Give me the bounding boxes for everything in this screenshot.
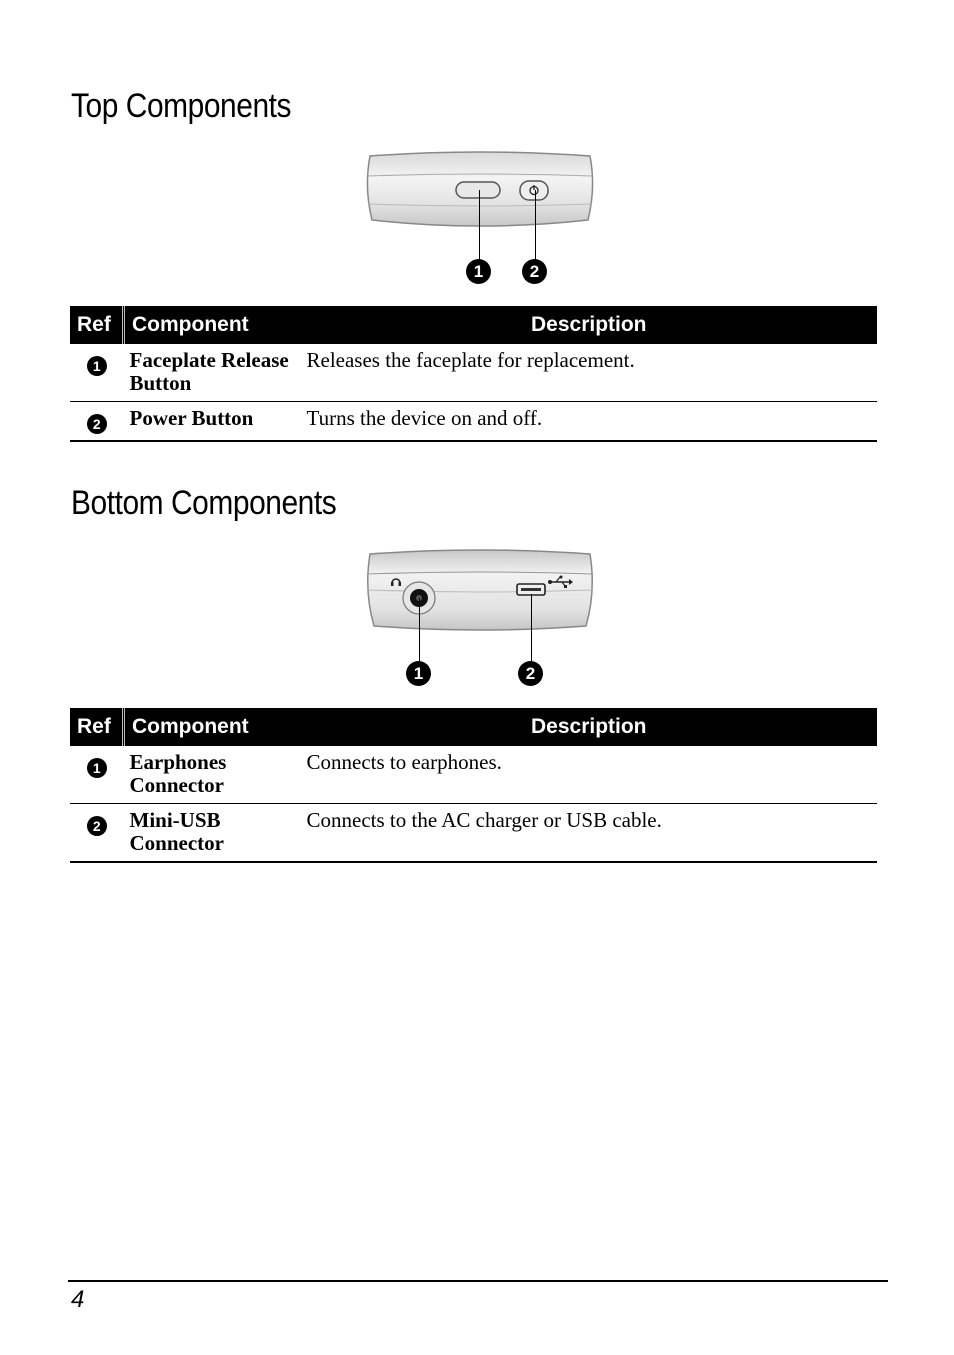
- device-top-illustration: [360, 148, 600, 258]
- component-name: Earphones Connector: [124, 746, 301, 804]
- faceplate-release-button-shape: [456, 182, 500, 198]
- component-name: Faceplate Release Button: [124, 344, 301, 402]
- component-header: Component: [124, 306, 301, 344]
- callout-2: 2: [518, 661, 543, 686]
- component-header: Component: [124, 708, 301, 746]
- table-row: [70, 402, 877, 442]
- table-row: [70, 344, 877, 402]
- device-bottom-view-figure: [360, 546, 600, 691]
- page-number: 4: [71, 1286, 85, 1313]
- component-name: Power Button: [124, 402, 301, 442]
- component-description: Connects to earphones.: [301, 746, 878, 804]
- description-header: Description: [301, 306, 878, 344]
- component-description: Connects to the AC charger or USB cable.: [301, 804, 878, 863]
- ref-badge: 2: [87, 816, 107, 836]
- device-top-view-figure: [360, 148, 600, 288]
- ref-badge: 2: [87, 414, 107, 434]
- callout-1: 1: [406, 661, 431, 686]
- power-button-shape: [520, 181, 548, 200]
- footer-rule: [68, 1280, 888, 1282]
- description-header: Description: [301, 708, 878, 746]
- ref-badge: 1: [87, 758, 107, 778]
- component-description: Releases the faceplate for replacement.: [301, 344, 878, 402]
- bottom-components-table: [70, 708, 877, 863]
- ref-header: Ref: [70, 708, 124, 746]
- top-components-title: Top Components: [71, 87, 292, 125]
- bottom-components-title: Bottom Components: [71, 484, 337, 522]
- ref-badge: 1: [87, 356, 107, 376]
- table-row: [70, 804, 877, 863]
- component-name: Mini-USB Connector: [124, 804, 301, 863]
- callout-2: 2: [522, 259, 547, 284]
- table-row: [70, 746, 877, 804]
- device-bottom-illustration: [360, 546, 600, 636]
- ref-header: Ref: [70, 306, 124, 344]
- component-description: Turns the device on and off.: [301, 402, 878, 442]
- top-components-table: [70, 306, 877, 442]
- callout-1: 1: [466, 259, 491, 284]
